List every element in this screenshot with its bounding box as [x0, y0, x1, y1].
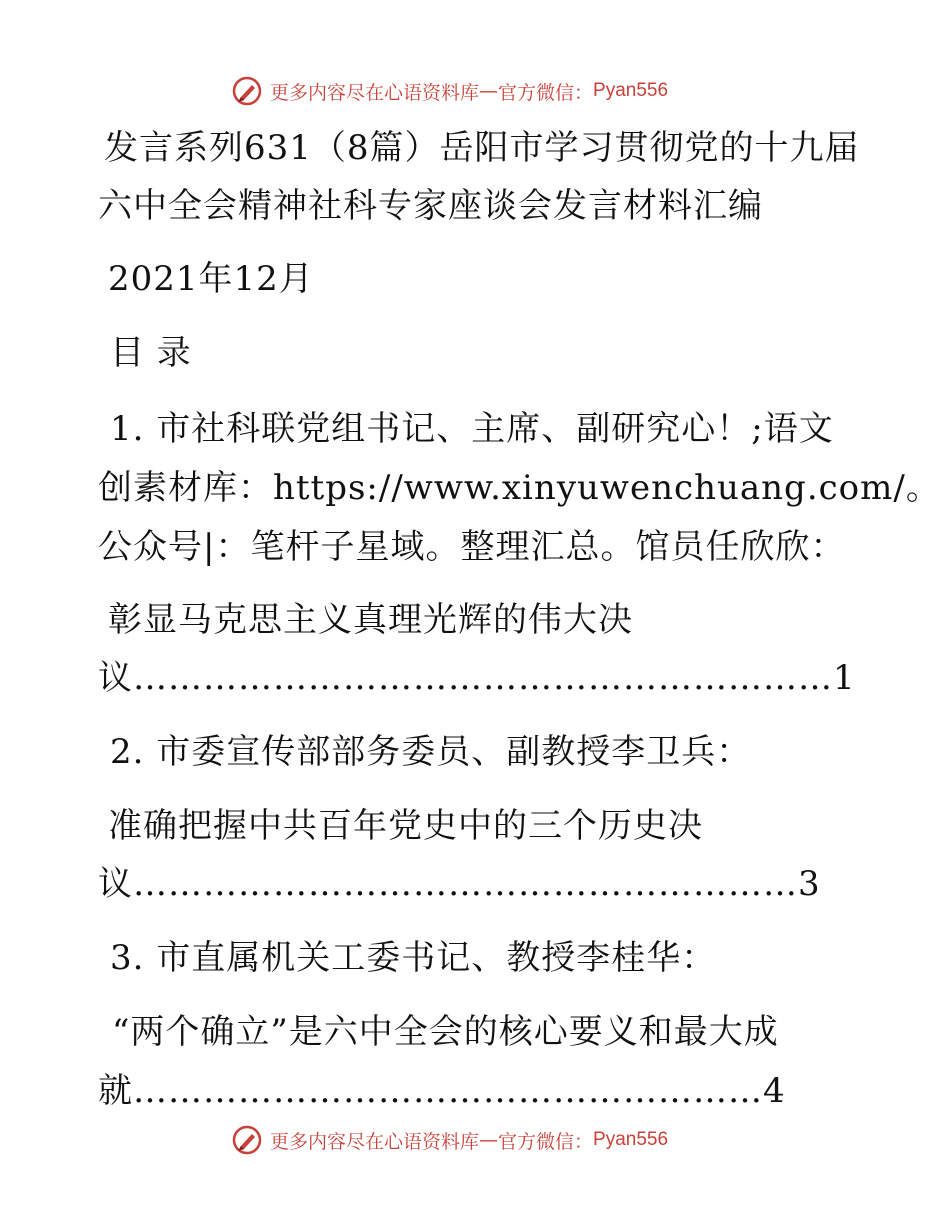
doc-title-line-1: 发言系列631（8篇）岳阳市学习贯彻党的十九届	[104, 128, 860, 168]
toc-item-3-title: “两个确立”是六中全会的核心要义和最大成	[112, 1012, 779, 1052]
watermark-suffix: 官方微信：	[498, 1130, 594, 1153]
doc-title-line-2: 六中全会精神社科专家座谈会发言材料汇编	[98, 186, 763, 226]
watermark-banner-bottom	[232, 1122, 668, 1158]
watermark-separator: —	[479, 1129, 499, 1151]
doc-date: 2021年12月	[108, 259, 314, 299]
toc-item-1-author-cont: 创素材库：https://www.xinyuwenchuang.com/。	[98, 468, 941, 508]
watermark-text: 更多内容尽在心语资料库	[270, 1130, 480, 1153]
toc-item-2-title: 准确把握中共百年党史中的三个历史决	[108, 806, 703, 846]
toc-item-1-title-end: 议……………………………………………………1	[98, 658, 856, 698]
pen-logo-icon	[232, 1125, 262, 1155]
watermark-id: Pyan556	[593, 80, 669, 101]
toc-item-3-title-end: 就………………………………………………4	[98, 1071, 786, 1111]
toc-heading: 目 录	[110, 333, 192, 373]
watermark-text: 更多内容尽在心语资料库	[270, 81, 480, 104]
watermark-suffix: 官方微信：	[498, 81, 594, 104]
pen-logo-icon	[232, 76, 262, 106]
toc-item-1-author-cont-2: 公众号|：笔杆子星域。整理汇总。馆员任欣欣：	[98, 527, 846, 567]
watermark-id: Pyan556	[593, 1129, 669, 1150]
toc-item-1-author: 1. 市社科联党组书记、主席、副研究心！;语文	[110, 409, 834, 449]
toc-item-2-author: 2. 市委宣传部部务委员、副教授李卫兵：	[110, 732, 752, 772]
watermark-banner-top	[232, 73, 668, 109]
toc-item-2-title-end: 议…………………………………………………3	[98, 864, 821, 904]
toc-item-1-title: 彰显马克思主义真理光辉的伟大决	[108, 600, 633, 640]
toc-item-3-author: 3. 市直属机关工委书记、教授李桂华：	[110, 938, 717, 978]
watermark-separator: —	[479, 80, 499, 102]
